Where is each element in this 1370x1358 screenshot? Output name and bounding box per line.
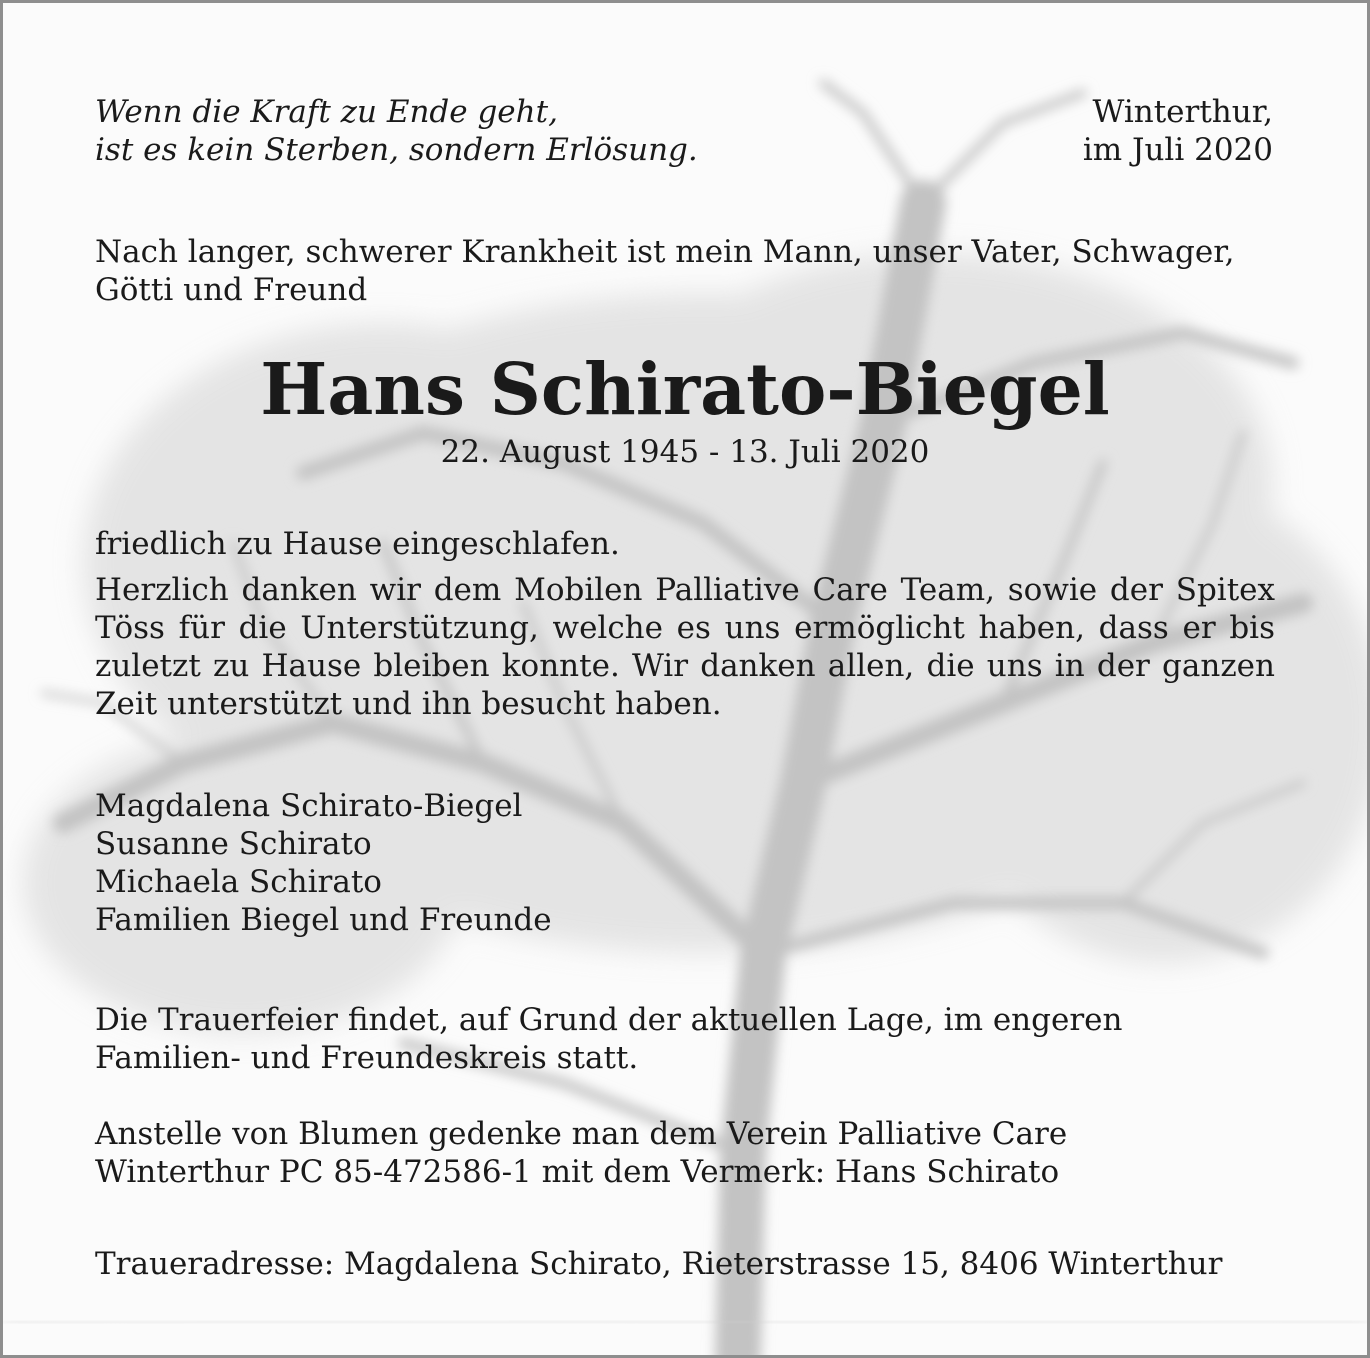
intro-text (95, 233, 1234, 309)
body-text (95, 525, 1275, 723)
mourner: Michaela Schirato (95, 864, 382, 900)
funeral-notice (95, 1001, 1122, 1077)
donation-line-2: Winterthur PC 85-472586-1 mit dem Vermerk: Hans Schirato (95, 1154, 1060, 1190)
deceased-name: Hans Schirato-Biegel (260, 347, 1110, 431)
life-dates: 22. August 1945 - 13. Juli 2020 (440, 434, 930, 470)
funeral-line-2: Familien- und Freundeskreis statt. (95, 1040, 639, 1076)
intro-line-2: Götti und Freund (95, 272, 368, 308)
motto-line-2: ist es kein Sterben, sondern Erlösung. (95, 132, 698, 168)
motto-line-1: Wenn die Kraft zu Ende geht, (95, 94, 558, 130)
mourner: Familien Biegel und Freunde (95, 902, 552, 938)
donation-notice (95, 1115, 1067, 1191)
mourning-address: Traueradresse: Magdalena Schirato, Rieterstrasse 15, 8406 Winterthur (95, 1246, 1223, 1282)
place-and-date (1083, 93, 1273, 169)
place-line-1: Winterthur, (1092, 94, 1273, 130)
motto (95, 93, 698, 169)
intro-line-1: Nach langer, schwerer Krankheit ist mein Mann, unser Vater, Schwager, (95, 234, 1235, 270)
funeral-line-1: Die Trauerfeier findet, auf Grund der aktuellen Lage, im engeren (95, 1002, 1123, 1038)
place-line-2: im Juli 2020 (1082, 132, 1273, 168)
donation-line-1: Anstelle von Blumen gedenke man dem Verein Palliative Care (95, 1116, 1068, 1152)
mourners-list (95, 787, 552, 939)
mourner: Susanne Schirato (95, 826, 372, 862)
passed-away-text: friedlich zu Hause eingeschlafen. (95, 526, 620, 562)
thanks-paragraph: Herzlich danken wir dem Mobilen Palliative Care Team, sowie der Spitex Töss für die Unterstützung, welche es uns ermöglicht haben, dass er bis zuletzt zu Hause bleiben konnte. Wir danken allen, die uns in der ganzen Zeit unterstützt und ihn besucht haben. (95, 572, 1275, 722)
mourner: Magdalena Schirato-Biegel (95, 788, 523, 824)
